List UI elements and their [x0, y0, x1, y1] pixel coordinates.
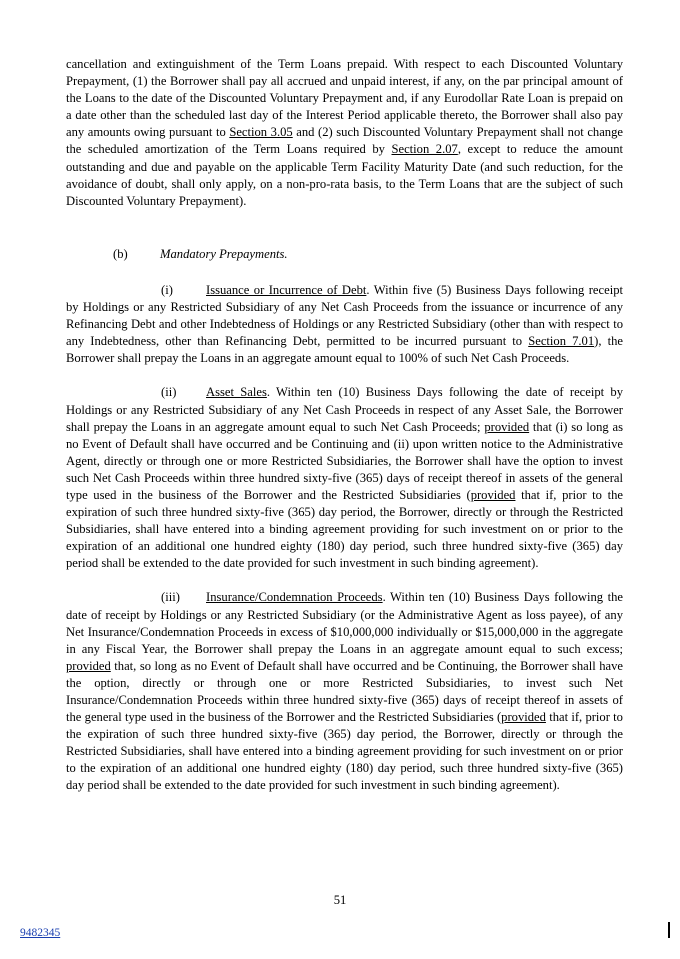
paragraph-iii-text-2: that, so long as no Event of Default shall have occurred and be Continuing, the Borrower shall have the option, directly or through one or more Restricted Subsidiaries, to invest such Net Insurance/Condemnation Proceeds within three hundred sixty-five (365) days of receipt thereof in assets of the general type used in the business of the Borrower and the Restricted Subsidiaries ( [66, 658, 623, 725]
section-b-number: (b) [113, 246, 128, 261]
section-b-title: Mandatory Prepayments. [160, 246, 288, 261]
intro-text-3: , except to reduce the amount outstanding and due and payable on the applicable Term Facility Maturity Date (and such reduction, for the avoidance of doubt, shall only apply, on a non-pro-rata basis, to the Term Loans that are the subject of such Discounted Voluntary Prepayment). [66, 142, 624, 208]
paragraph-ii-text-3: that if, prior to the expiration of such three hundred sixty-five (365) day period, the Borrower, directly or through the Restricted Subsidiaries, shall have entered into a binding agreement providing for such investment on or prior to the expiration of an additional one hundred eighty (180) day period, such three hundred sixty-five (365) day period shall be extended to the date provided for such investment in such binding agreement). [66, 487, 623, 571]
provided-term: provided [66, 658, 111, 673]
paragraph-ii-heading: Asset Sales [206, 385, 267, 400]
document-id-link[interactable]: 9482345 [20, 927, 61, 939]
paragraph-ii-text-1: . Within ten (10) Business Days following the date of receipt by Holdings or any Restricted Subsidiary of any Net Cash Proceeds in respect of any Asset Sale, the Borrower shall prepay the Loans in an aggregate amount equal to such Net Cash Proceeds; [66, 385, 623, 434]
paragraph-iii [66, 589, 623, 794]
provided-term: provided [470, 487, 516, 502]
paragraph-iii-text-3: that if, prior to the expiration of such three hundred sixty-five (365) day period, the Borrower, directly or through the Restricted Subsidiaries, shall have entered into a binding agreement providing for such investment on or prior to the expiration of an additional one hundred eighty (180) day period, such three hundred sixty-five (365) day period shall be extended to the date provided for such investment in such binding agreement). [66, 710, 623, 793]
section-2-07-link[interactable]: Section 2.07 [391, 142, 458, 157]
paragraph-i-heading: Issuance or Incurrence of Debt [206, 282, 367, 297]
paragraph-iii-number: (iii) [161, 590, 180, 605]
paragraph-iii-text-1: . Within ten (10) Business Days following the date of receipt by Holdings or any Restricted Subsidiary (or the Administrative Agent as loss payee), of any Net Insurance/Condemnation Proceeds in excess of $10,000,000 individually or $15,000,000 in the aggregate in any Fiscal Year, the Borrower shall prepay the Loans in an aggregate amount equal to such excess; [66, 590, 624, 656]
provided-term: provided [484, 419, 530, 434]
paragraph-i [66, 282, 623, 367]
section-b-heading [66, 246, 623, 263]
section-7-01-link[interactable]: Section 7.01 [528, 334, 595, 349]
section-3-05-link[interactable]: Section 3.05 [229, 125, 293, 140]
intro-paragraph [66, 56, 623, 210]
paragraph-ii [66, 384, 623, 572]
document-body [66, 56, 623, 795]
paragraph-i-number: (i) [161, 282, 173, 297]
provided-term: provided [501, 710, 546, 725]
change-bar [668, 922, 670, 938]
paragraph-ii-number: (ii) [161, 385, 177, 400]
paragraph-iii-heading: Insurance/Condemnation Proceeds [206, 590, 383, 605]
intro-text-1: cancellation and extinguishment of the Term Loans prepaid. With respect to each Discounted Voluntary Prepayment, (1) the Borrower shall pay all accrued and unpaid interest, if any, on the par principal amount of the Loans to the date of the Discounted Voluntary Prepayment and, if any Eurodollar Rate Loan is prepaid on a date other than the scheduled last day of the Interest Period applicable thereto, the Borrower shall also pay any amounts owing pursuant to [66, 57, 623, 140]
paragraph-i-text-1: . Within five (5) Business Days following receipt by Holdings or any Restricted Subsidiary of any Net Cash Proceeds from the issuance or incurrence of any Refinancing Debt and other Indebtedness of Holdings or any Restricted Subsidiary (other than with respect to any Indebtedness, other than Refinancing Debt, permitted to be incurred pursuant to [66, 282, 623, 349]
intro-text-2: and (2) such Discounted Voluntary Prepayment shall not change the scheduled amortization of the Term Loans required by [66, 125, 623, 157]
paragraph-i-text-2: ), the Borrower shall prepay the Loans in an aggregate amount equal to 100% of such Net Cash Proceeds. [66, 334, 623, 366]
page-number: 51 [333, 893, 347, 907]
paragraph-ii-text-2: that (i) so long as no Event of Default shall have occurred and be Continuing and (ii) upon written notice to the Administrative Agent, directly or through one or more Restricted Subsidiaries, the Borrower shall have the option to invest such Net Cash Proceeds within three hundred sixty-five (365) days of receipt thereof in assets of the general type used in the business of the Borrower and the Restricted Subsidiaries ( [66, 419, 623, 502]
